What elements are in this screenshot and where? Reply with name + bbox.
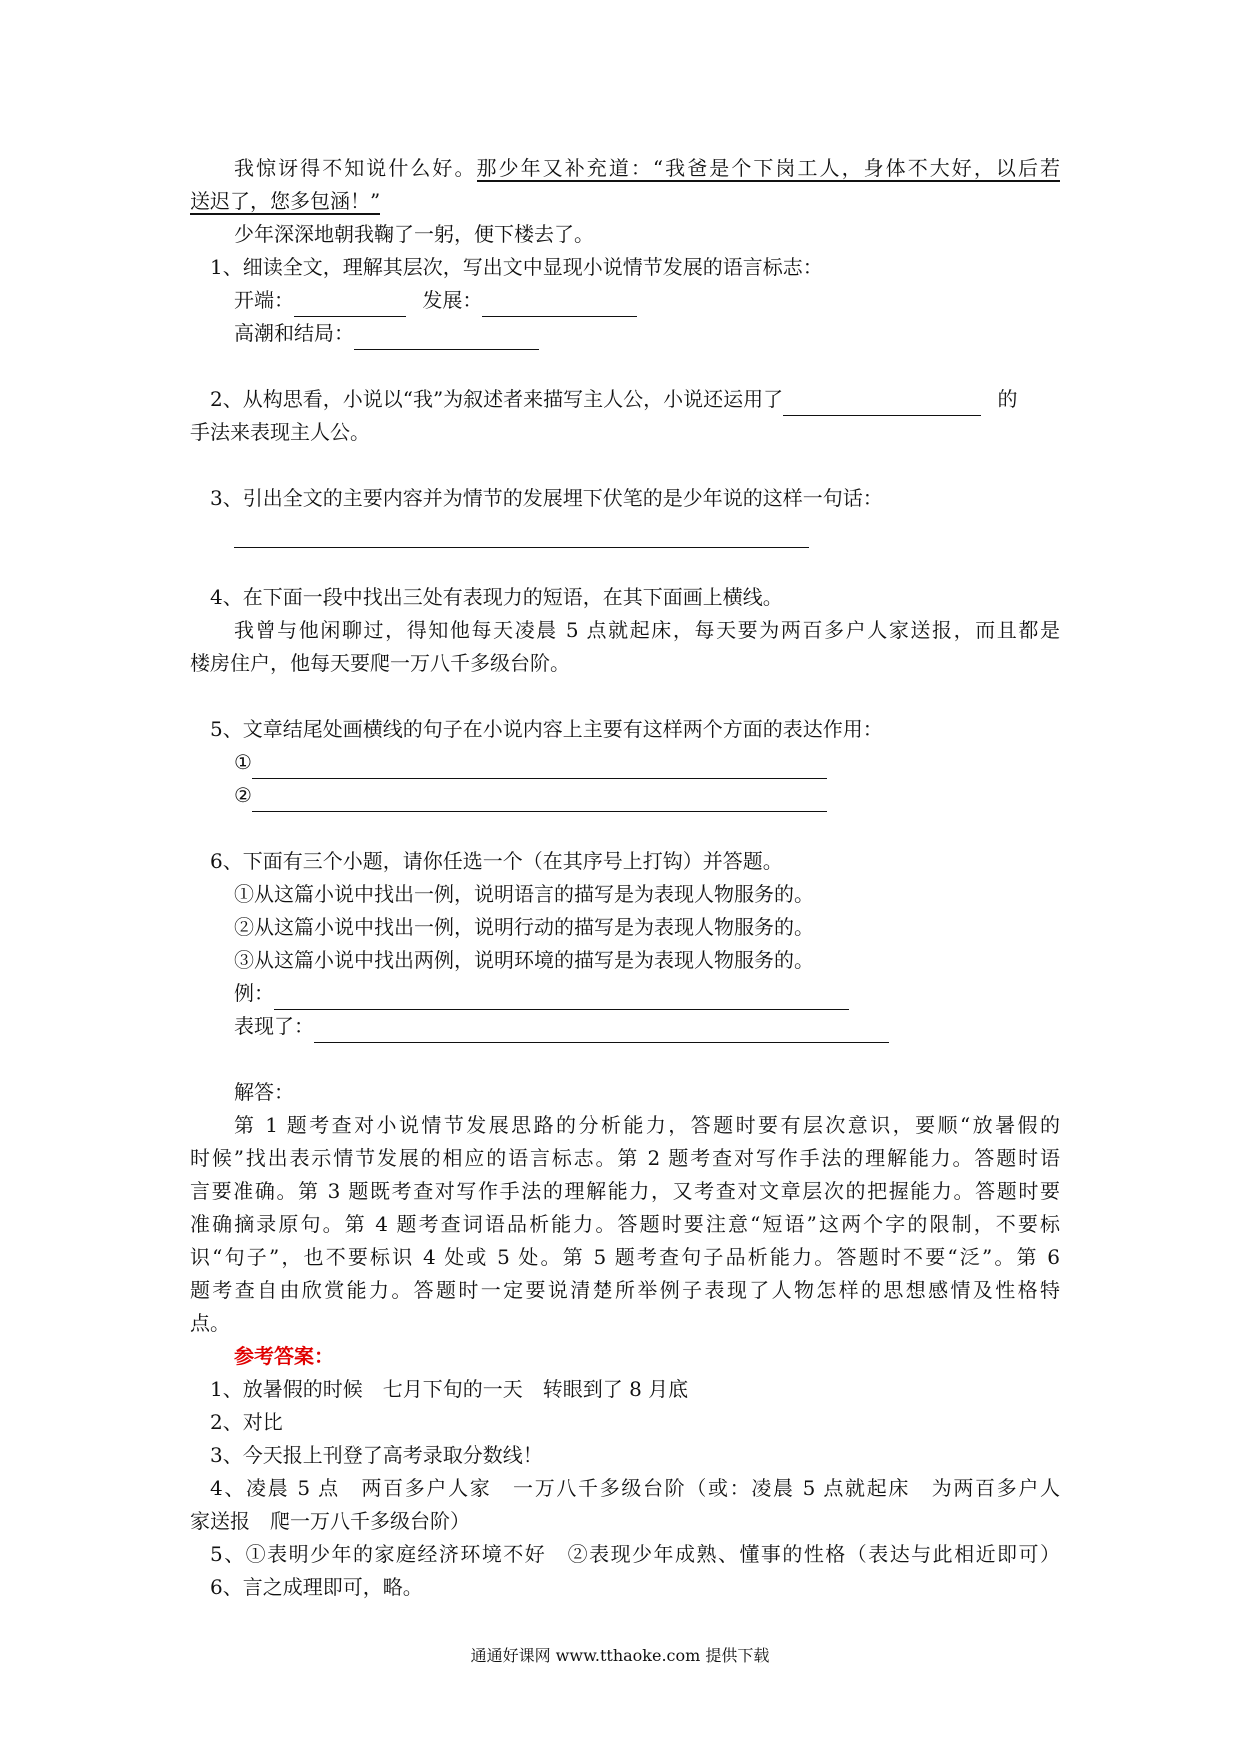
question-3-answer-row — [190, 515, 1060, 548]
story-text: 我惊讶得不知说什么好。 — [234, 156, 477, 180]
underlined-sentence: 那少年又补充道：“我爸是个下岗工人，身体不大好，以后若 — [476, 156, 1060, 180]
label-develop: 发展： — [422, 288, 483, 312]
page-footer: 通通好课网 www.tthaoke.com 提供下载 — [470, 1646, 770, 1665]
question-2-line-2: 手法来表现主人公。 — [190, 420, 370, 444]
label-shows: 表现了： — [234, 1014, 314, 1038]
spacer — [190, 548, 1060, 581]
explanation-line-6: 题考查自由欣赏能力。答题时一定要说清楚所举例子表现了人物怎样的思想感情及性格特 — [190, 1278, 1060, 1302]
content-area — [190, 152, 1060, 1604]
question-2-text-end: 的 — [997, 387, 1018, 411]
question-4-prompt: 4、在下面一段中找出三处有表现力的短语，在其下面画上横线。 — [210, 585, 783, 609]
question-5-prompt: 5、文章结尾处画横线的句子在小说内容上主要有这样两个方面的表达作用： — [210, 717, 883, 741]
question-1-prompt: 1、细读全文，理解其层次，写出文中显现小说情节发展的语言标志： — [210, 255, 823, 279]
label-start: 开端： — [234, 288, 294, 312]
blank-climax[interactable] — [354, 325, 539, 350]
answer-4-line-1: 4、凌晨 5 点 两百多户人家 一万八千多级台阶（或：凌晨 5 点就起床 为两百多户人 — [210, 1476, 1060, 1500]
spacer — [190, 1043, 1060, 1076]
answer-4-line-2: 家送报 爬一万八千多级台阶） — [190, 1509, 470, 1533]
question-6-prompt: 6、下面有三个小题，请你任选一个（在其序号上打钩）并答题。 — [210, 849, 783, 873]
answer-6: 6、言之成理即可，略。 — [210, 1575, 423, 1599]
story-paragraph-2: 少年深深地朝我鞠了一躬，便下楼去了。 — [234, 222, 594, 246]
spacer — [190, 812, 1060, 845]
blank-effect-1[interactable] — [252, 754, 827, 779]
spacer — [190, 680, 1060, 713]
question-6-option-3: ③从这篇小说中找出两例，说明环境的描写是为表现人物服务的。 — [234, 948, 814, 972]
question-2-line-1 — [190, 383, 1060, 416]
explanation-line-3: 言要准确。第 3 题既考查对写作手法的理解能力，又考查对文章层次的把握能力。答题时要 — [190, 1179, 1060, 1203]
blank-develop[interactable] — [482, 292, 637, 317]
question-2-text: 2、从构思看，小说以“我”为叙述者来描写主人公，小说还运用了 — [210, 387, 784, 411]
blank-example[interactable] — [274, 985, 849, 1010]
explanation-line-4: 准确摘录原句。第 4 题考查词语品析能力。答题时要注意“短语”这两个字的限制，不要标 — [190, 1212, 1060, 1236]
answers-heading: 参考答案： — [234, 1344, 334, 1368]
explanation-line-5: 识“句子”，也不要标识 4 处或 5 处。第 5 题考查句子品析能力。答题时不要“泛”。第 6 — [190, 1245, 1060, 1269]
circled-one: ① — [234, 750, 252, 774]
blank-shows[interactable] — [314, 1018, 889, 1043]
label-climax: 高潮和结局： — [234, 321, 354, 345]
question-1-answer-row-2 — [190, 317, 1060, 350]
question-4-passage-1: 我曾与他闲聊过，得知他每天凌晨 5 点就起床，每天要为两百多户人家送报，而且都是 — [234, 618, 1060, 642]
question-5-answer-row-2 — [190, 779, 1060, 812]
answer-1: 1、放暑假的时候 七月下旬的一天 转眼到了 8 月底 — [210, 1377, 689, 1401]
underlined-sentence-end: 送迟了，您多包涵！” — [190, 189, 381, 213]
story-paragraph-1 — [190, 152, 1060, 185]
explanation-line-7: 点。 — [190, 1311, 230, 1335]
answer-5: 5、①表明少年的家庭经济环境不好 ②表现少年成熟、懂事的性格（表达与此相近即可） — [210, 1542, 1060, 1566]
blank-effect-2[interactable] — [252, 787, 827, 812]
question-6-option-1: ①从这篇小说中找出一例，说明语言的描写是为表现人物服务的。 — [234, 882, 814, 906]
question-1-answer-row-1 — [190, 284, 1060, 317]
label-example: 例： — [234, 981, 274, 1005]
explanation-heading: 解答： — [234, 1080, 294, 1104]
question-6-example-row — [190, 977, 1060, 1010]
blank-start[interactable] — [294, 292, 406, 317]
story-paragraph-1-cont — [190, 185, 1060, 218]
explanation-line-2: 时候”找出表示情节发展的相应的语言标志。第 2 题考查对写作手法的理解能力。答题时语 — [190, 1146, 1060, 1170]
question-6-option-2: ②从这篇小说中找出一例，说明行动的描写是为表现人物服务的。 — [234, 915, 814, 939]
answer-3: 3、今天报上刊登了高考录取分数线！ — [210, 1443, 543, 1467]
spacer — [190, 350, 1060, 383]
blank-technique[interactable] — [783, 391, 981, 416]
spacer — [190, 449, 1060, 482]
answer-2: 2、对比 — [210, 1410, 283, 1434]
question-6-shows-row — [190, 1010, 1060, 1043]
circled-two: ② — [234, 783, 252, 807]
blank-quote[interactable] — [234, 523, 809, 548]
question-5-answer-row-1 — [190, 746, 1060, 779]
explanation-line-1: 第 1 题考查对小说情节发展思路的分析能力，答题时要有层次意识，要顺“放暑假的 — [234, 1113, 1060, 1137]
question-4-passage-2: 楼房住户，他每天要爬一万八千多级台阶。 — [190, 651, 570, 675]
question-3-prompt: 3、引出全文的主要内容并为情节的发展埋下伏笔的是少年说的这样一句话： — [210, 486, 883, 510]
